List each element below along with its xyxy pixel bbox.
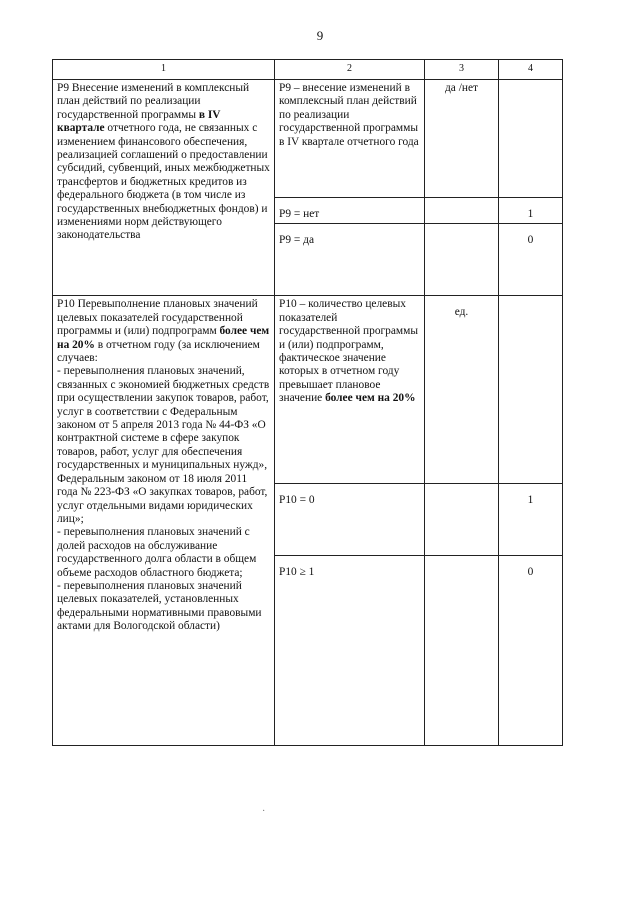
p10-option-2-label: Р10 ≥ 1 [275, 556, 425, 746]
p10-option-2-value: 0 [499, 556, 563, 746]
p9-option-2-value: 0 [499, 224, 563, 296]
p9-unit: да /нет [425, 80, 499, 198]
p9-main-value [499, 80, 563, 198]
p9-description: Р9 Внесение изменений в комплексный план действий по реализации государственной программы в IV квартале отчетного года, не связанных с изменением финансового обеспечения, реализацией соглашений о предоставлении субсидий, субвенций, иных межбюджетных трансфертов и бюджетных кредитов из федерального бюджета (в том числе из государственных внебюджетных фондов) и изменениями норм действующего законодательства [53, 80, 275, 296]
header-col-4: 4 [499, 60, 563, 80]
p10-option-1-value: 1 [499, 484, 563, 556]
p9-option-1-value: 1 [499, 198, 563, 224]
p9-main-row [53, 80, 563, 198]
header-col-3: 3 [425, 60, 499, 80]
p10-main-value [499, 296, 563, 484]
page-number: 9 [316, 28, 324, 43]
p9-option-2-unit [425, 224, 499, 296]
p10-main-row [53, 296, 563, 484]
p9-option-1-unit [425, 198, 499, 224]
p9-indicator: Р9 – внесение изменений в комплексный план действий по реализации государственной программы в IV квартале отчетного года [275, 80, 425, 198]
p10-option-1-unit [425, 484, 499, 556]
header-col-2: 2 [275, 60, 425, 80]
p10-description: Р10 Перевыполнение плановых значений целевых показателей государственной программы и (или) подпрограмм более чем на 20% в отчетном году (за исключением случаев: - перевыполнения плановых значений, связанных с экономией бюджетных средств при осуществлении закупок товаров, работ, услуг в соответствии с Федеральным законом от 5 апреля 2013 года № 44-ФЗ «О контрактной системе в сфере закупок товаров, работ, услуг для обеспечения государственных и муниципальных нужд», Федеральным законом от 18 июля 2011 года № 223-ФЗ «О закупках товаров, работ, услуг отдельными видами юридических лиц»; - перевыполнения плановых значений с долей расходов на обслуживание государственного долга области в общем объеме расходов областного бюджета; - перевыполнения плановых значений целевых показателей, установленных федеральными нормативными правовыми актами для Вологодской области) [53, 296, 275, 746]
header-col-1: 1 [53, 60, 275, 80]
p10-unit: ед. [425, 296, 499, 484]
criteria-table [52, 59, 563, 746]
p10-indicator: Р10 – количество целевых показателей государственной программы и (или) подпрограмм, фактическое значение которых в отчетном году превышает плановое значение более чем на 20% [275, 296, 425, 484]
p10-option-1-label: Р10 = 0 [275, 484, 425, 556]
table-header-row [53, 60, 563, 80]
p10-option-2-unit [425, 556, 499, 746]
p9-option-1-label: Р9 = нет [275, 198, 425, 224]
bottom-mark: · [262, 806, 266, 817]
p9-option-2-label: Р9 = да [275, 224, 425, 296]
